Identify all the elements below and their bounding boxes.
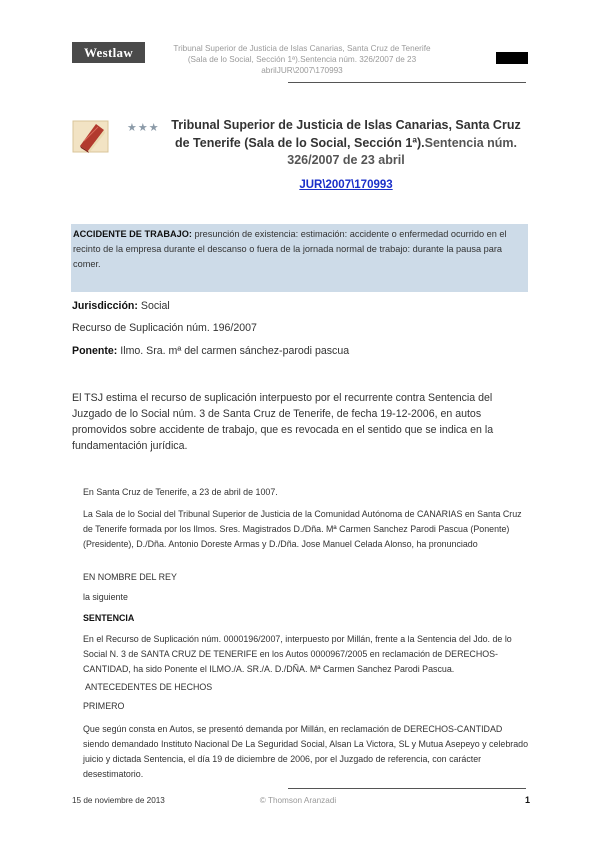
sentencia-heading: SENTENCIA <box>83 613 135 623</box>
jurisdiccion-value: Social <box>137 300 170 312</box>
antecedentes-heading: ANTECEDENTES DE HECHOS <box>85 682 213 692</box>
ponente-value: Ilmo. Sra. mª del carmen sánchez-parodi pascua <box>117 345 350 357</box>
composition-paragraph: La Sala de lo Social del Tribunal Superior de Justicia de la Comunidad Autónoma de CANARIAS en Santa Cruz de Tenerife formada por los Ilmos. Sres. Magistrados D./Dña. Mª Carmen Sanchez Parodi Pascua (Ponente) (Presidente), D./Dña. Antonio Doreste Armas y D./Dña. Jose Manuel Celada Alonso, ha pronunciado <box>83 509 522 549</box>
court-title: Tribunal Superior de Justicia de Islas Canarias, Santa Cruz de Tenerife (Sala de lo Social, Sección 1ª). <box>171 118 521 150</box>
footer-divider <box>288 788 526 789</box>
primero-paragraph: Que según consta en Autos, se presentó demanda por Millán, en reclamación de DERECHOS-CANTIDAD siendo demandado Instituto Nacional De La Seguridad Social, Alsan La Victora, SL y Mutua Asepeyo y celebrado juicio y dictada Sentencia, el día 19 de diciembre de 2006, por el Juzgado de referencia, con carácter desestimatorio. <box>83 724 529 779</box>
footer-date: 15 de noviembre de 2013 <box>72 796 165 805</box>
header-reference-line: abrilJUR\2007\170993 <box>261 66 343 75</box>
rating-stars-icon: ★★★ <box>127 121 160 134</box>
place-date: En Santa Cruz de Tenerife, a 23 de abril de 1007. <box>83 487 278 497</box>
redaction-box <box>496 52 528 64</box>
header-reference-line: (Sala de lo Social, Sección 1ª).Sentencia núm. 326/2007 de 23 <box>187 55 417 64</box>
ponente-label: Ponente: <box>72 345 118 357</box>
jurisdiccion-line <box>72 300 170 312</box>
header-divider <box>288 82 526 83</box>
recurso-line: Recurso de Suplicación núm. 196/2007 <box>72 322 257 334</box>
la-siguiente: la siguiente <box>83 592 128 602</box>
sentence-title: Sentencia núm. 326/2007 de 23 abril <box>287 135 517 167</box>
summary-text: presunción de existencia: estimación: accidente o enfermedad ocurrido en el recinto de la empresa durante el descanso o fuera de la jornada normal de trabajo: durante la pausa para comer. <box>73 229 507 269</box>
header-reference <box>172 43 432 76</box>
westlaw-logo: Westlaw <box>72 42 145 63</box>
summary-box <box>71 224 528 292</box>
header-reference-line: Tribunal Superior de Justicia de Islas Canarias, Santa Cruz de Tenerife <box>173 44 431 53</box>
en-nombre-del-rey: EN NOMBRE DEL REY <box>83 572 177 582</box>
jurisdiccion-label: Jurisdicción: <box>72 300 138 312</box>
page-number: 1 <box>524 795 530 805</box>
primero-heading: PRIMERO <box>83 701 125 711</box>
summary-label: ACCIDENTE DE TRABAJO: <box>73 229 192 239</box>
ponente-line <box>72 345 349 357</box>
abstract-paragraph: El TSJ estima el recurso de suplicación interpuesto por el recurrente contra Sentencia del Juzgado de lo Social núm. 3 de Santa Cruz de Tenerife, de fecha 19-12-2006, en autos promovidos sobre accidente de trabajo, que es revocada en el sentido que se indica en la fundamentación jurídica. <box>72 392 494 452</box>
jur-reference-link[interactable]: JUR\2007\170993 <box>299 179 393 191</box>
recurso-paragraph: En el Recurso de Suplicación núm. 0000196/2007, interpuesto por Millán, frente a la Sentencia del Jdo. de lo Social N. 3 de SANTA CRUZ DE TENERIFE en los Autos 0000967/2005 en reclamación de DERECHOS-CANTIDAD, ha sido Ponente el ILMO./A. SR./A. D./DÑA. Mª Carmen Sanchez Parodi Pascua. <box>83 634 512 674</box>
document-title <box>168 117 524 170</box>
book-icon <box>72 120 109 153</box>
footer-copyright: © Thomson Aranzadi <box>259 796 337 805</box>
